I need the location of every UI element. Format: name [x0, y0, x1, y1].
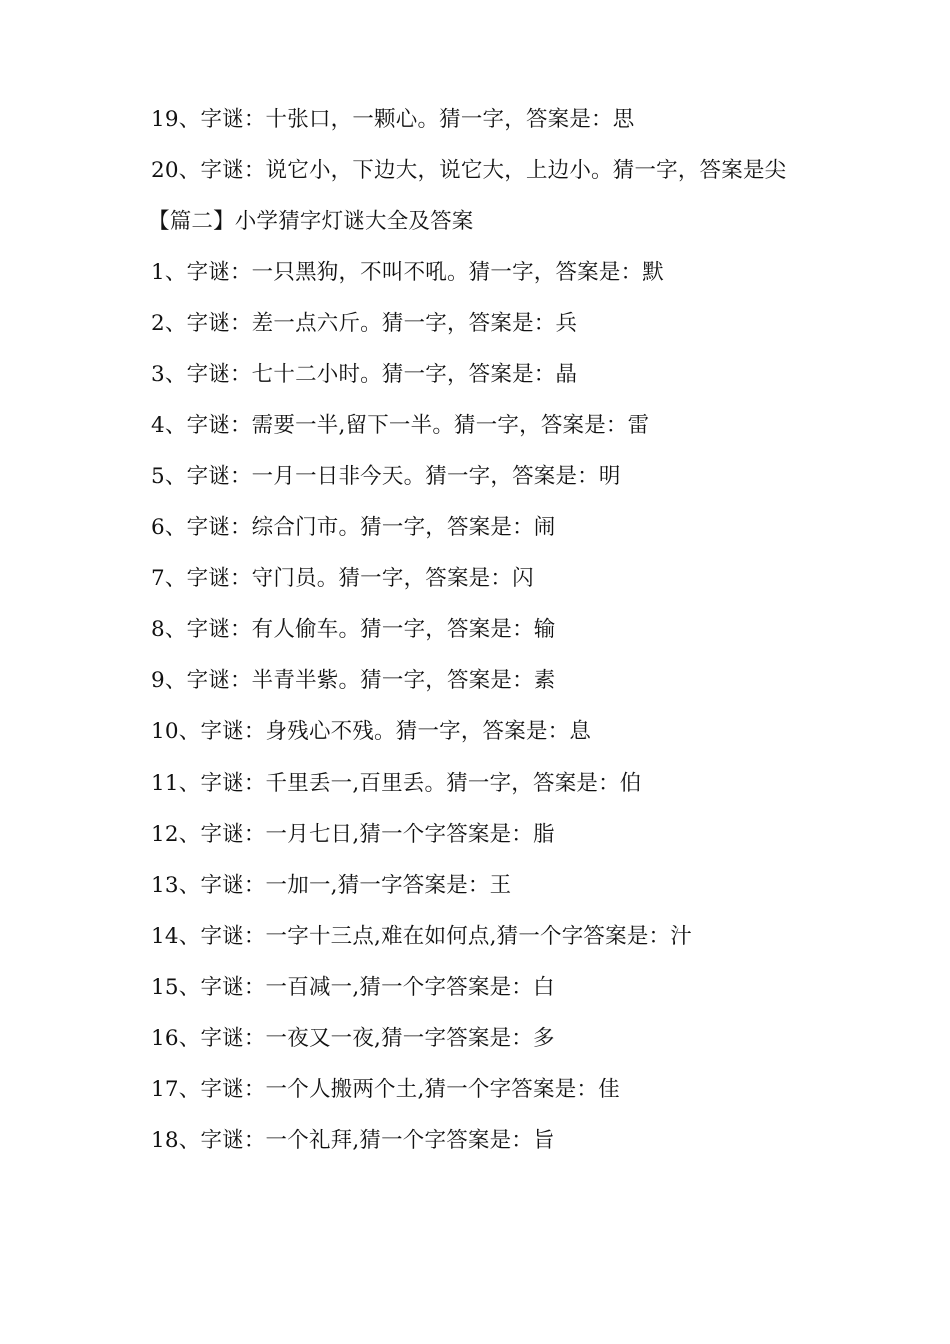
riddle-line: 5、字谜：一月一日非今天。猜一字，答案是：明	[151, 464, 621, 489]
riddle-line: 11、字谜：千里丢一,百里丢。猜一字，答案是：伯	[151, 771, 642, 796]
riddle-line: 3、字谜：七十二小时。猜一字，答案是：晶	[151, 362, 578, 387]
riddle-line: 2、字谜：差一点六斤。猜一字，答案是：兵	[151, 311, 578, 336]
riddle-line: 7、字谜：守门员。猜一字，答案是：闪	[151, 566, 534, 591]
riddle-line: 13、字谜：一加一,猜一字答案是：王	[151, 873, 512, 898]
riddle-line: 1、字谜：一只黑狗，不叫不吼。猜一字，答案是：默	[151, 260, 664, 285]
riddle-line-20: 20、字谜：说它小，下边大，说它大，上边小。猜一字，答案是尖	[151, 158, 787, 183]
riddle-line: 6、字谜：综合门市。猜一字，答案是：闹	[151, 515, 556, 540]
section-heading: 【篇二】小学猜字灯谜大全及答案	[148, 209, 474, 234]
riddle-line: 14、字谜：一字十三点,难在如何点,猜一个字答案是：汁	[151, 924, 692, 949]
riddle-line: 9、字谜：半青半紫。猜一字，答案是：素	[151, 668, 556, 693]
riddle-line: 12、字谜：一月七日,猜一个字答案是：脂	[151, 822, 555, 847]
riddle-line: 15、字谜：一百减一,猜一个字答案是：白	[151, 975, 555, 1000]
riddle-line: 16、字谜：一夜又一夜,猜一字答案是：多	[151, 1026, 555, 1051]
riddle-line: 17、字谜：一个人搬两个土,猜一个字答案是：佳	[151, 1077, 620, 1102]
riddle-line: 8、字谜：有人偷车。猜一字，答案是：输	[151, 617, 556, 642]
riddle-line-19: 19、字谜：十张口，一颗心。猜一字，答案是：思	[151, 107, 635, 132]
riddle-line: 10、字谜：身残心不残。猜一字，答案是：息	[151, 719, 592, 744]
riddle-line: 4、字谜：需要一半,留下一半。猜一字，答案是：雷	[151, 413, 650, 438]
riddle-line: 18、字谜：一个礼拜,猜一个字答案是：旨	[151, 1128, 555, 1153]
